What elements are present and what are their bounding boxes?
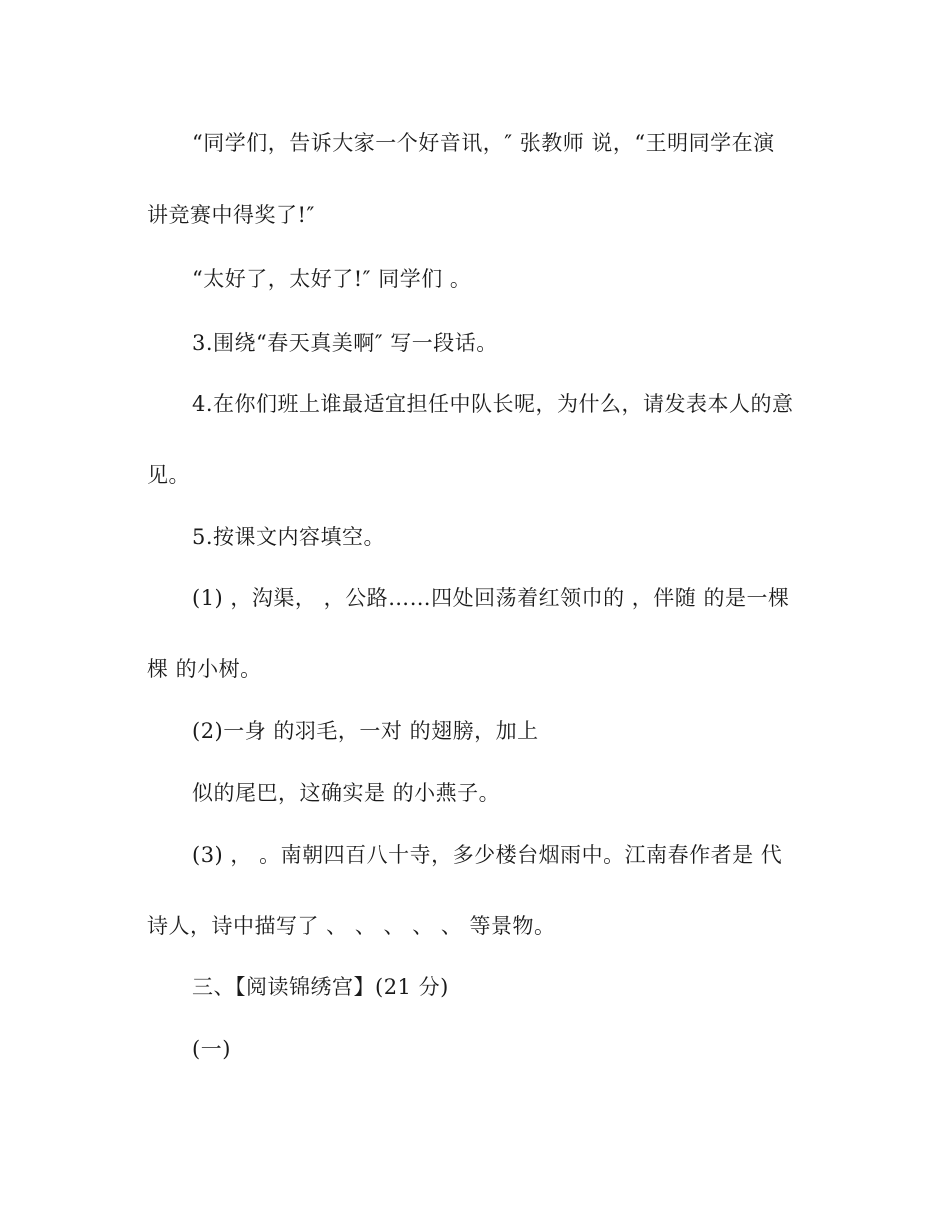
question-5-heading: 5.按课文内容填空。 — [192, 525, 386, 549]
section-3-heading: 三、【阅读锦绣宫】(21 分) — [192, 975, 449, 999]
question-5-item-2-line-2: 似的尾巴，这确实是 的小燕子。 — [192, 781, 501, 805]
subsection-1-heading: (一) — [192, 1037, 231, 1061]
question-4-line-2: 见。 — [147, 463, 190, 487]
question-3: 3.围绕“春天真美啊″ 写一段话。 — [192, 331, 498, 355]
paragraph-dialogue-reply: “太好了，太好了!″ 同学们 。 — [192, 267, 472, 291]
paragraph-dialogue-line-1: “同学们，告诉大家一个好音讯，″ 张教师 说，“王明同学在演 — [192, 131, 775, 155]
question-5-item-1-line-1: (1) ，沟渠， ，公路……四处回荡着红领巾的 ，伴随 的是一棵 — [192, 586, 790, 610]
question-5-item-3-line-1: (3) ， 。南朝四百八十寺，多少楼台烟雨中。江南春作者是 代 — [192, 843, 783, 867]
paragraph-dialogue-line-2: 讲竞赛中得奖了!″ — [147, 203, 315, 227]
question-5-item-3-line-2: 诗人，诗中描写了 、 、 、 、 、 等景物。 — [147, 914, 556, 938]
question-4-line-1: 4.在你们班上谁最适宜担任中队长呢，为什么，请发表本人的意 — [192, 392, 794, 416]
question-5-item-1-line-2: 棵 的小树。 — [147, 657, 262, 681]
question-5-item-2-line-1: (2)一身 的羽毛，一对 的翅膀，加上 — [192, 719, 539, 743]
